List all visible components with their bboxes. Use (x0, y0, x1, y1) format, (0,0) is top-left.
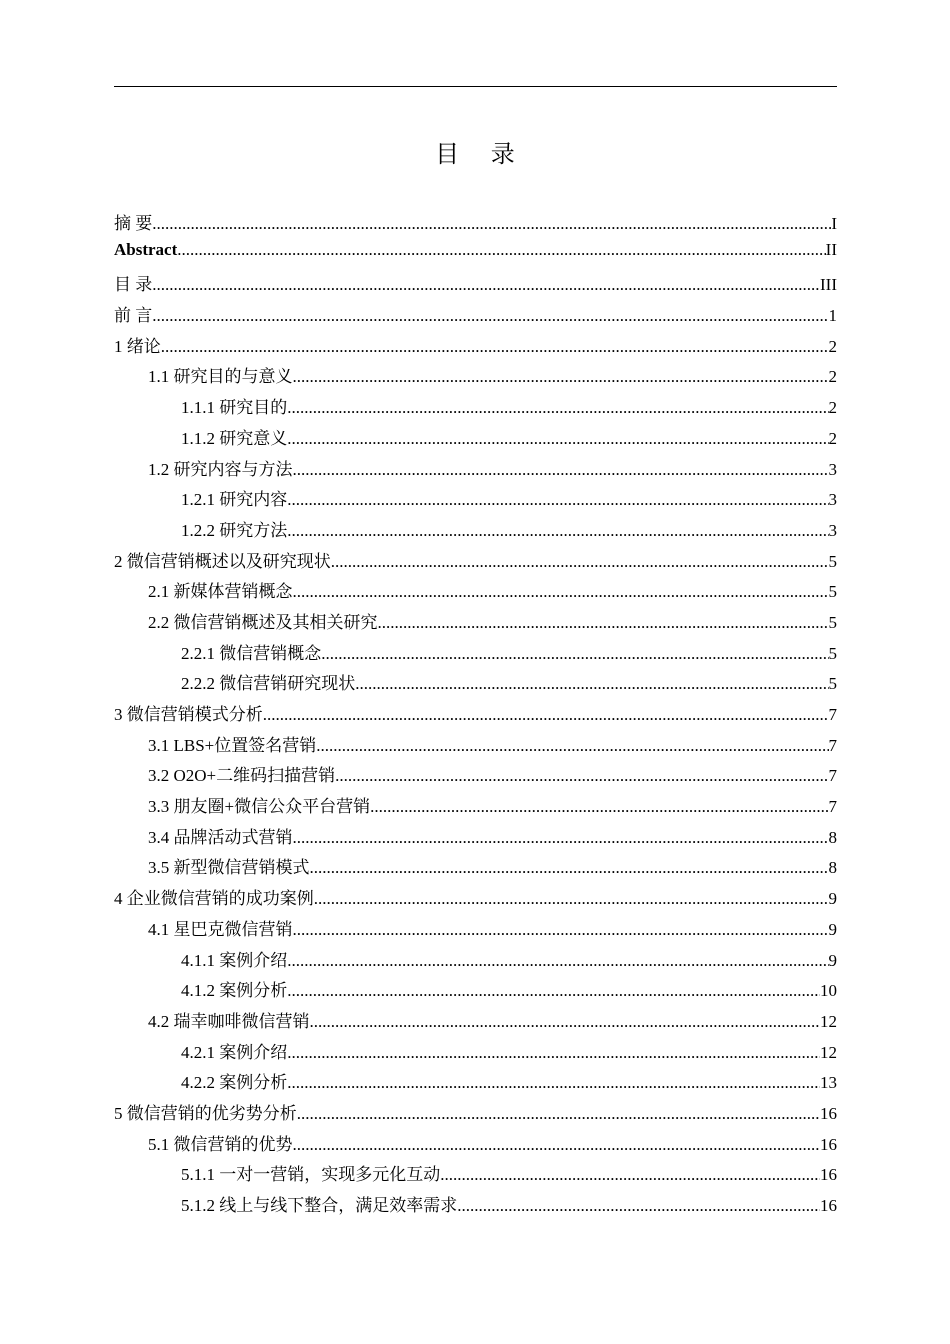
toc-entry[interactable] (114, 516, 837, 547)
toc-entry[interactable] (114, 270, 837, 301)
toc-entry-title: 3.2 O2O+二维码扫描营销 (148, 766, 336, 786)
toc-page-number: 3 (828, 520, 837, 540)
toc-entry[interactable] (114, 424, 837, 455)
toc-entry-title: 1.2.1 研究内容 (181, 490, 288, 510)
toc-dot-leader (314, 889, 829, 909)
toc-entry-title: 5.1 微信营销的优势 (148, 1134, 293, 1154)
toc-dot-leader (152, 214, 831, 234)
toc-entry[interactable] (114, 823, 837, 854)
toc-dot-leader (152, 306, 828, 326)
toc-entry-title: 4.2.2 案例分析 (181, 1073, 288, 1093)
toc-entry[interactable] (114, 700, 837, 731)
toc-page-number: 5 (828, 551, 837, 571)
table-of-contents (114, 209, 837, 1222)
toc-page-number: 5 (828, 643, 837, 663)
toc-entry-title: 4.1 星巴克微信营销 (148, 919, 293, 939)
toc-dot-leader (370, 797, 828, 817)
toc-entry[interactable] (114, 853, 837, 884)
toc-page-number: 3 (828, 490, 837, 510)
toc-dot-leader (316, 736, 828, 756)
toc-dot-leader (310, 858, 829, 878)
toc-page-number: 2 (828, 336, 837, 356)
toc-entry-title: 1.1 研究目的与意义 (148, 367, 293, 387)
toc-entry[interactable] (114, 1099, 837, 1130)
toc-entry[interactable] (114, 946, 837, 977)
toc-entry-title: 3.1 LBS+位置签名营销 (148, 735, 317, 755)
toc-page-number: 9 (828, 950, 837, 970)
toc-entry[interactable] (114, 577, 837, 608)
toc-entry[interactable] (114, 1130, 837, 1161)
toc-page-number: 2 (828, 398, 837, 418)
toc-page-number: 10 (820, 981, 837, 1001)
toc-dot-leader (293, 828, 829, 848)
toc-dot-leader (287, 398, 828, 418)
toc-entry-title: 4.1.2 案例分析 (181, 981, 288, 1001)
toc-dot-leader (297, 1104, 820, 1124)
toc-entry-title: 4.1.1 案例介绍 (181, 950, 288, 970)
toc-dot-leader (293, 1135, 821, 1155)
toc-page-number: 12 (820, 1042, 837, 1062)
toc-entry[interactable] (114, 455, 837, 486)
toc-dot-leader (293, 367, 829, 387)
toc-dot-leader (152, 275, 820, 295)
toc-page-number: 5 (828, 674, 837, 694)
toc-entry-title: 前 言 (114, 306, 153, 326)
toc-dot-leader (321, 644, 828, 664)
toc-page-number: 1 (828, 306, 837, 326)
toc-page-number: 7 (828, 705, 837, 724)
toc-page-number: 16 (820, 1134, 837, 1154)
header-rule (114, 86, 837, 87)
toc-dot-leader (287, 1043, 820, 1063)
toc-entry[interactable] (114, 485, 837, 516)
toc-dot-leader (293, 582, 829, 602)
toc-page-number: I (831, 214, 837, 233)
toc-entry-title: 3.5 新型微信营销模式 (148, 858, 310, 878)
toc-entry[interactable] (114, 362, 837, 393)
toc-entry[interactable] (114, 301, 837, 332)
toc-entry-title: 2.1 新媒体营销概念 (148, 582, 293, 602)
toc-dot-leader (331, 552, 829, 572)
toc-page-number: 9 (828, 919, 837, 939)
toc-entry[interactable] (114, 608, 837, 639)
toc-entry-title: 2 微信营销概述以及研究现状 (114, 551, 331, 571)
toc-entry-title: 5 微信营销的优劣势分析 (114, 1103, 297, 1123)
toc-entry-title: 目 录 (114, 275, 153, 295)
toc-page-number: 5 (828, 582, 837, 602)
toc-page-number: 3 (828, 459, 837, 479)
toc-page-number: 8 (828, 858, 837, 878)
toc-dot-leader (310, 1012, 821, 1032)
toc-entry-title: 1.2.2 研究方法 (181, 520, 288, 540)
toc-entry[interactable] (114, 915, 837, 946)
toc-entry-title: 3.4 品牌活动式营销 (148, 827, 293, 847)
toc-page-number: 7 (828, 797, 837, 817)
toc-entry[interactable] (114, 1007, 837, 1038)
toc-entry[interactable] (114, 209, 837, 240)
toc-page-number: 12 (820, 1011, 837, 1031)
toc-entry-title: 2.2 微信营销概述及其相关研究 (148, 612, 378, 632)
toc-dot-leader (287, 521, 828, 541)
toc-entry-title: 摘 要 (114, 214, 153, 233)
toc-entry[interactable] (114, 393, 837, 424)
toc-page-number: 2 (828, 428, 837, 448)
toc-entry[interactable] (114, 1068, 837, 1099)
toc-entry-title: Abstract (114, 239, 178, 259)
toc-dot-leader (378, 613, 829, 633)
toc-page-number: III (820, 275, 837, 295)
toc-entry-title: 1 绪论 (114, 336, 161, 356)
toc-dot-leader (161, 337, 829, 357)
toc-dot-leader (287, 1073, 820, 1093)
toc-dot-leader (177, 240, 825, 260)
toc-dot-leader (335, 766, 828, 786)
toc-dot-leader (293, 460, 829, 480)
toc-dot-leader (287, 490, 828, 510)
toc-entry[interactable] (114, 731, 837, 762)
toc-entry[interactable] (114, 1191, 837, 1222)
toc-page-number: II (825, 239, 837, 259)
toc-entry-title: 4 企业微信营销的成功案例 (114, 889, 314, 909)
toc-entry[interactable] (114, 547, 837, 578)
toc-entry-title: 5.1.1 一对一营销，实现多元化互动 (181, 1165, 441, 1185)
toc-page-number: 9 (828, 889, 837, 909)
toc-entry-title: 1.1.2 研究意义 (181, 428, 288, 448)
toc-page-number: 16 (820, 1196, 837, 1215)
toc-dot-leader (355, 674, 828, 694)
toc-entry-title: 3.3 朋友圈+微信公众平台营销 (148, 797, 371, 817)
toc-entry[interactable] (114, 976, 837, 1007)
toc-entry-title: 4.2.1 案例介绍 (181, 1042, 288, 1062)
toc-entry[interactable] (114, 669, 837, 700)
toc-entry-title: 5.1.2 线上与线下整合，满足效率需求 (181, 1196, 458, 1215)
toc-page-number: 7 (828, 766, 837, 786)
toc-entry[interactable] (114, 792, 837, 823)
toc-page-number: 16 (820, 1165, 837, 1185)
toc-entry[interactable] (114, 1160, 837, 1191)
toc-dot-leader (457, 1196, 820, 1216)
toc-entry[interactable] (114, 240, 837, 271)
page-title: 目 录 (435, 140, 527, 168)
toc-page-number: 7 (828, 735, 837, 755)
toc-entry[interactable] (114, 884, 837, 915)
toc-dot-leader (287, 429, 828, 449)
toc-entry[interactable] (114, 761, 837, 792)
toc-entry[interactable] (114, 639, 837, 670)
toc-entry[interactable] (114, 1038, 837, 1069)
toc-entry-title: 1.2 研究内容与方法 (148, 459, 293, 479)
toc-dot-leader (293, 920, 829, 940)
toc-entry-title: 2.2.1 微信营销概念 (181, 643, 322, 663)
toc-entry-title: 3 微信营销模式分析 (114, 705, 263, 724)
toc-dot-leader (287, 981, 820, 1001)
toc-dot-leader (440, 1165, 820, 1185)
toc-page-number: 8 (828, 827, 837, 847)
toc-entry-title: 4.2 瑞幸咖啡微信营销 (148, 1011, 310, 1031)
toc-entry-title: 1.1.1 研究目的 (181, 398, 288, 418)
toc-dot-leader (263, 705, 829, 725)
toc-page-number: 16 (820, 1103, 837, 1123)
toc-entry[interactable] (114, 332, 837, 363)
toc-entry-title: 2.2.2 微信营销研究现状 (181, 674, 356, 694)
toc-page-number: 2 (828, 367, 837, 387)
toc-page-number: 5 (828, 612, 837, 632)
toc-dot-leader (287, 951, 828, 971)
toc-page-number: 13 (820, 1073, 837, 1093)
